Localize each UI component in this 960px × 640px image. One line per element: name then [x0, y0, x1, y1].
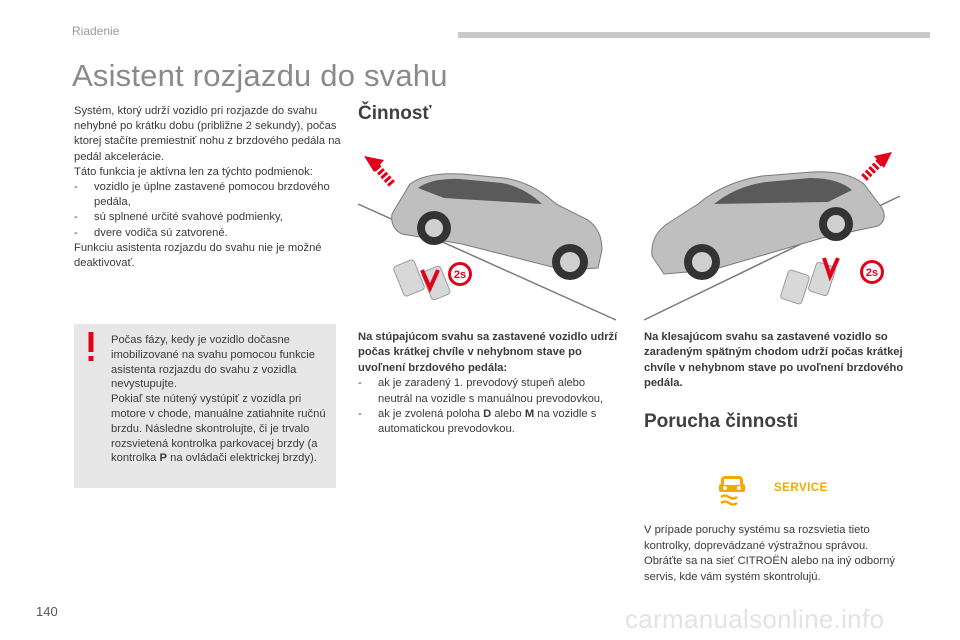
watermark-text: carmanualsonline.info — [625, 604, 885, 634]
uphill-caption — [358, 330, 620, 438]
downhill-car-illustration — [644, 152, 900, 320]
exclamation-icon — [86, 332, 96, 362]
header-rule — [458, 32, 930, 38]
timer-badge-left: 2s — [453, 269, 467, 281]
intro-conditions-lead: Táto funkcia je aktívna len za týchto podmienok: — [74, 165, 313, 178]
page-title: Asistent rozjazdu do svahu — [72, 58, 448, 93]
uphill-car-illustration — [358, 156, 616, 320]
uphill-item: - ak je zvolená poloha D alebo M na vozidle s automatickou prevodovkou. — [358, 408, 597, 436]
uphill-item: - ak je zaradený 1. prevodový stupeň alebo neutrál na vozidle s manuálnou prevodovkou, — [358, 377, 604, 405]
fault-heading: Porucha činnosti — [644, 411, 799, 432]
warning-paragraph: Počas fázy, kedy je vozidlo dočasne imobilizované na svahu pomocou funkcie asistenta rozjazdu do svahu z vozidla nevystupujte. — [111, 334, 315, 391]
condition-item: - vozidlo je úplne zastavené pomocou brzdového pedála, — [74, 181, 330, 209]
timer-badge-right: 2s — [865, 267, 879, 279]
stability-control-warning-icon — [712, 470, 752, 510]
downhill-caption: Na klesajúcom svahu sa zastavené vozidlo so zaradeným spätným chodom udrží počas krátkej chvíle v nehybnom stave po uvoľnení brzdového pedála. — [644, 331, 904, 390]
warning-text — [111, 333, 331, 466]
intro-paragraph: Systém, ktorý udrží vozidlo pri rozjazde do svahu nehybné po krátku dobu (približne 2 sekundy), počas ktorej stačíte premiestniť nohu z brzdového pedála na pedál akcelerácie. — [74, 105, 341, 163]
uphill-lead: Na stúpajúcom svahu sa zastavené vozidlo udrží počas krátkej chvíle v nehybnom stave po uvoľnení brzdového pedála: — [358, 331, 618, 374]
intro-deactivation-note: Funkciu asistenta rozjazdu do svahu nie je možné deaktivovať. — [74, 241, 322, 270]
condition-item: - dvere vodiča sú zatvorené. — [74, 226, 228, 239]
warning-paragraph: Pokiaľ ste nútený vystúpiť z vozidla pri motore v chode, manuálne zatiahnite ručnú brzdu. Následne skontrolujte, či je trvalo rozsvietená kontrolka parkovacej brzdy (a kontrolka P na ovládači elektrickej brzdy). — [111, 393, 326, 465]
service-warning-label: SERVICE — [774, 482, 828, 494]
operation-heading: Činnosť — [358, 103, 432, 124]
fault-warning-lamps — [712, 470, 832, 510]
fault-description: V prípade poruchy systému sa rozsvietia tieto kontrolky, doprevádzané výstražnou správou. Obráťte sa na sieť CITROËN alebo na iný odborný servis, kde vám systém skontrolujú. — [644, 524, 895, 583]
condition-item: - sú splnené určité svahové podmienky, — [74, 211, 283, 224]
intro-text — [74, 104, 342, 271]
page-number: 140 — [36, 604, 58, 619]
hill-start-illustration — [352, 138, 932, 324]
section-label: Riadenie — [72, 24, 120, 38]
